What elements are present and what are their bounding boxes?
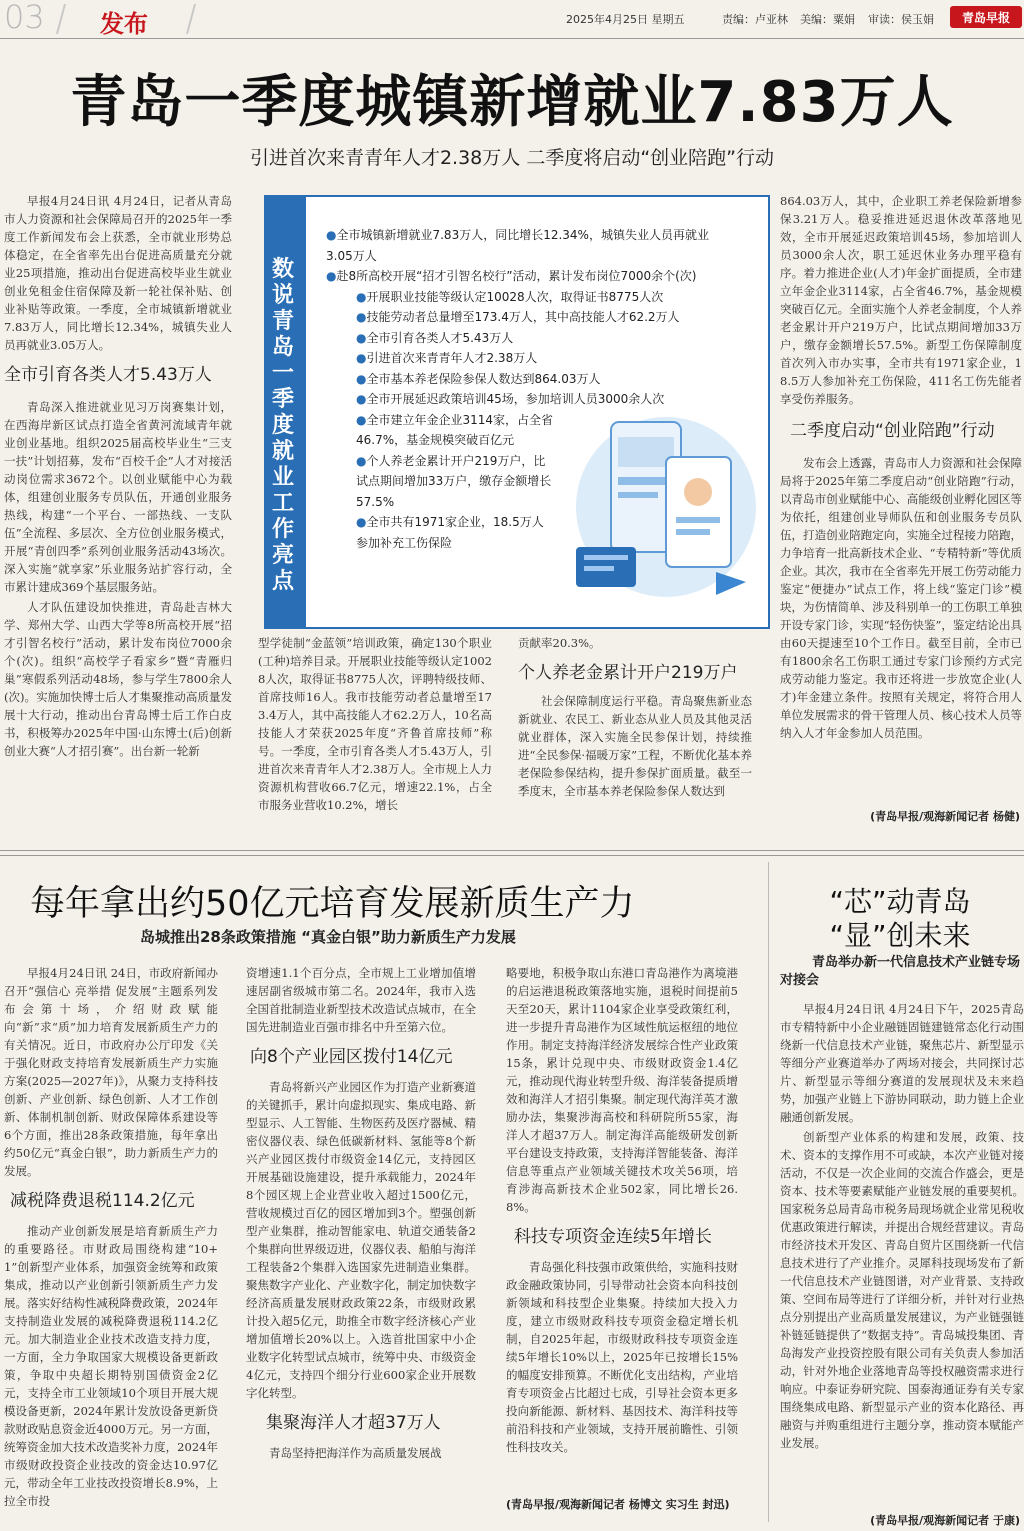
issue-date: 2025年4月25日 星期五 — [566, 13, 685, 26]
article1-col1 — [4, 192, 232, 830]
header-slash-2 — [186, 4, 196, 34]
article2-subhead: 岛城推出28条政策措施 “真金白银”助力新质生产力发展 — [140, 928, 516, 946]
article1-col4-p2: 发布会上透露，青岛市人力资源和社会保障局将于2025年第二季度启动“创业陪跑”行动，以青岛市创业赋能中心、高能级创业孵化园区等为依托，组建创业导师队伍和创业服务专员队伍，打造创业陪跑定向，实施全过程接力陪跑，力争培育一批高新技术企业、“专精特新”等优质企业。其次，我市在全省率先开展工伤劳动能力鉴定“便捷办”试点工作，将上线“鉴定门诊”模块，为伤情简单、涉及科别单一的工伤职工单独开设专家门诊，实现“轻伤快鉴”，鉴定结论出具由60天提速至10个工作日。截至目前，全市已有1800余名工伤职工通过专家门诊预约方式完成劳动能力鉴定。我市还将进一步放宽企业(人才)年金建立条件。按照有关规定，将符合用人单位发展需求的骨干管理人员、核心技术人员等纳入人才年金参加人员范围。 — [780, 456, 1022, 740]
infobox-list — [326, 225, 726, 553]
infobox-item: ●全市共有1971家企业，18.5万人参加补充工伤保险 — [356, 515, 544, 550]
section-divider — [0, 850, 1024, 856]
article2-col2-p1: 资增速1.1个百分点，全市规上工业增加值增速居副省级城市第二名。2024年，我市入选全国首批制造业新型技术改造试点城市，在全国先进制造业百强市排名中升至第六位。 — [246, 966, 476, 1034]
article2-col2 — [246, 964, 476, 1530]
article1-col3-p1: 贡献率20.3%。 — [518, 636, 601, 650]
article2-col2-heading-1: 向8个产业园区拨付14亿元 — [250, 1047, 453, 1067]
article3-col — [780, 1000, 1024, 1508]
page-header — [0, 0, 1024, 40]
article3-p2: 创新型产业体系的构建和发展，政策、技术、资本的支撑作用不可或缺，本次产业链对接活动，不仅是一次企业间的交流合作盛会，更是资本、技术等要素赋能产业链发展的重要契机。国家税务总局青岛市税务局现场就企业常见税收优惠政策进行解读，并提出合规经营建议。青岛市经济技术开发区、青岛自贸片区围绕新一代信息技术进行了产业推介。灵犀科技现场发布了新一代信息技术产业链图谱，对产业背景、支持政策、空间布局等进行了详细分析，并针对行业热点分别提出产业高质量发展建议，为产业链强链补链延链提供了“数据支持”。青岛城投集团、青岛海发产业投资控股有限公司有关负责人参加活动，针对外地企业落地青岛等投权融资需求进行响应。中泰证券研究院、国泰海通证券有关专家围绕集成电路、新型显示产业的资本化路径、再融资与并购重组进行主题分享，推动资本赋能产业发展。 — [780, 1130, 1024, 1450]
article1-col2 — [258, 634, 492, 830]
article1-col1-p3: 人才队伍建设加快推进，青岛赴吉林大学、郑州大学、山西大学等8所高校开展“招才引智名校行”活动，累计发布岗位7000余个(次)。组织“高校学子看家乡”暨“青雁归巢”寒假系列活动48场，参与学生7800余人(次)。实施加快博士后人才集聚推动高质量发展十大行动，推动出台青岛博士后工作白皮书，积极筹办2025年中国·山东博士(后)创新创业大赛“人才招引赛”。出台新一轮新 — [4, 600, 232, 758]
infobox-item: ●全市城镇新增就业7.83万人，同比增长12.34%，城镇失业人员再就业3.05万人 — [326, 228, 709, 263]
article1-byline: (青岛早报/观海新闻记者 杨健) — [870, 810, 1020, 823]
article2-col1-p2: 推动产业创新发展是培育新质生产力的重要路径。市财政局围绕构建“10+1”创新型产业体系，加强资金统筹和政策集成，推动以产业创新引领新质生产力发展。落实好结构性减税降费政策，2024年支持制造业发展的减税降费退税114.2亿元。加大制造业企业技术改造支持力度，一方面，全力争取国家大规模设备更新政策，争取中央超长期特别国债资金2亿元，支持全市工业领域10个项目开展大规模设备更新，2024年累计发放设备更新贷款财政贴息资金近4000万元。另一方面，统筹资金加大技术改造奖补力度，2024年市级财政投资企业技改的资金达10.97亿元，带动全年工业技改投资增长8.9%，上拉全市投 — [4, 1224, 218, 1508]
article3-byline: (青岛早报/观海新闻记者 于康) — [870, 1514, 1020, 1527]
page-number: 03 — [4, 0, 45, 36]
article3-headline-line1: “芯”动青岛 — [829, 885, 971, 918]
article1-col1-p2: 青岛深入推进就业见习万岗赛集计划，在西海岸新区试点打造全省黄河流域青年就业创业基地。组织2025届高校毕业生“三支一扶”计划招募，发布“百校千企”人才对接活动岗位需求3672个。以创业赋能中心为载体，组建创业服务专员队伍，开通创业服务热线，构建“一个平台、一部热线、一支队伍”全流程、多层次、全方位创业服务模式，开展“青创四季”系列创业服务活动43场次。深入实施“就享家”乐业服务站扩容行动，全市累计建成369个基层服务站。 — [4, 400, 232, 594]
logo-badge — [950, 6, 1022, 28]
article2-col1-p1: 早报4月24日讯 24日，市政府新闻办召开“强信心 亮举措 促发展”主题系列发布会第十场，介绍财政赋能向“新”求“质”加力培育发展新质生产力的有关情况。近日，市政府办公厅印发《关于强化财政支持培育发展新质生产力实施方案(2025—2027年)》，从聚力支持科技创新、产业创新、绿色创新、人才工作创新、体制机制创新、财政保障体系建设等6个方面，推出28条政策措施，每年拿出约50亿元“真金白银”，助力新质生产力的发展。 — [4, 966, 218, 1178]
article2-col3-heading: 科技专项资金连续5年增长 — [514, 1227, 712, 1247]
article1-col1-heading: 全市引育各类人才5.43万人 — [4, 365, 212, 385]
article1-headline: 青岛一季度城镇新增就业7.83万人 — [70, 70, 954, 135]
infobox — [264, 195, 770, 629]
infobox-item: ●全市开展延迟政策培训45场，参加培训人员3000余人次 — [356, 392, 665, 406]
article1-col3-p2: 社会保障制度运行平稳。青岛聚焦新业态新就业、农民工、新业态从业人员及其他灵活就业群体，深入实施全民参保计划，持续推进“全民参保·福暖万家”工程，不断优化基本养老保险参保结构，提升参保扩面质量。截至一季度末，全市基本养老保险参保人数达到 — [518, 694, 752, 798]
article1-col2-text: 型学徒制“金蓝领”培训政策，确定130个职业(工种)培养目录。开展职业技能等级认定10028人次，取得证书8775人次，评聘特级技师、首席技师16人。我市技能劳动者总量增至173.4万人，其中高技能人才62.2万人，10名高技能人才荣获2025年度“齐鲁首席技师”称号。一季度，全市引育各类人才5.43万人，引进首次来青青年人才2.38万人。全市规上人力资源机构营收66.7亿元，增速22.1%，占全市服务业营收10.2%，增长 — [258, 636, 492, 812]
article2-headline: 每年拿出约50亿元培育发展新质生产力 — [30, 884, 635, 924]
infobox-item: ●技能劳动者总量增至173.4万人，其中高技能人才62.2万人 — [356, 310, 680, 324]
article2-col3 — [506, 964, 738, 1494]
article2-col2-p3: 青岛坚持把海洋作为高质量发展战 — [269, 1446, 442, 1460]
article2-col2-heading-2: 集聚海洋人才超37万人 — [266, 1413, 441, 1433]
section-name: 发布 — [100, 10, 148, 38]
article3-p1: 早报4月24日讯 4月24日下午，2025青岛市专精特新中小企业融链固链建链常态化行动围绕新一代信息技术产业链，聚焦芯片、新型显示等细分产业赛道举办了两场对接会，共同探讨芯片、新型显示等细分赛道的发展现状及未来趋势，加强产业链上下游协同联动，助力链上企业融通创新发展。 — [780, 1002, 1024, 1124]
article2-col1 — [4, 964, 218, 1530]
article1-col3 — [518, 634, 752, 830]
article1-col1-p1: 早报4月24日讯 4月24日，记者从青岛市人力资源和社会保障局召开的2025年一季度工作新闻发布会上获悉，全市就业形势总体稳定，在全省率先出台促进高质量充分就业25项措施，推动出台促进高校毕业生就业创业免租金住宿保障及新一轮社保补贴、创业补贴等政策。一季度，全市城镇新增就业7.83万人，同比增长12.34%，城镇失业人员再就业3.05万人。 — [4, 194, 232, 352]
header-slash-1 — [56, 4, 66, 34]
article1-col4 — [780, 192, 1022, 804]
logo-text: 青岛早报 — [961, 10, 1010, 25]
infobox-item: ●开展职业技能等级认定10028人次，取得证书8775人次 — [356, 289, 664, 304]
column-rule — [768, 862, 769, 1522]
article2-col2-p2: 青岛将新兴产业园区作为打造产业新赛道的关键抓手，累计向虚拟现实、集成电路、新型显示、人工智能、生物医药及医疗器械、精密仪器仪表、绿色低碳新材料、氢能等8个新兴产业园区拨付市级资金14亿元，支持园区开展基础设施建设，提升承载能力，2024年8个园区规上企业营业收入超过1500亿元，营收规模过百亿的园区增加到3个。塑强创新型产业集群，推动智能家电、轨道交通装备2个集群向世界级迈进，仪器仪表、船舶与海洋工程装备2个集群入选国家先进制造业集群。聚焦数字产业化、产业数字化，制定加快数字经济高质量发展财政政策22条，市级财政累计投入超5亿元，助推全市数字经济核心产业增加值增长20%以上。入选首批国家中小企业数字化转型试点城市，统筹中央、市级资金4亿元，支持四个细分行业600家企业开展数字化转型。 — [246, 1080, 476, 1400]
article3-headline-line2: “显”创未来 — [829, 919, 971, 952]
article2-byline: (青岛早报/观海新闻记者 杨博文 实习生 封迅) — [506, 1498, 730, 1511]
infobox-item: ●全市引育各类人才5.43万人 — [356, 330, 514, 345]
article1-col4-p1: 864.03万人，其中，企业职工养老保险新增参保3.21万人。稳妥推进延迟退休改革落地见效，全市开展延迟政策培训45场，参加培训人员3000余人次，职工延迟休业务办理平稳有序。着力推进企业(人才)年金扩面提质，全市建立年金企业3114家，占全省46.7%，基金规模突破百亿元。全面实施个人养老金制度，个人养老金累计开户219万户，比试点期间增加33万户，缴存金额增长57.5%。新型工伤保障制度首次列入市办实事，全市共有1971家企业，18.5万人参加补充工伤保险，411名工伤先能者享受伤养服务。 — [780, 194, 1022, 406]
infobox-item: ●全市基本养老保险参保人数达到864.03万人 — [356, 371, 601, 386]
infobox-item: ●全市建立年金企业3114家，占全省46.7%，基金规模突破百亿元 — [356, 412, 554, 447]
artist-credit: 美编：粟娟 — [800, 13, 855, 26]
infobox-item: ●引进首次来青青年人才2.38万人 — [356, 351, 538, 365]
article1-col3-heading: 个人养老金累计开户219万户 — [518, 663, 738, 683]
article2-col3-p1: 略要地，积极争取山东港口青岛港作为离境港的启运港退税政策落地实施，退税时间提前5天至20天，累计1104家企业享受政策红利，进一步提升青岛港作为区域性航运枢纽的地位作用。制定支持海洋经济发展综合性产业政策15条，累计兑现中央、市级财政资金1.4亿元，推动现代海业转型升级、海洋装备提质增效和海洋人才招引集聚。制定现代海洋英才激励办法，集聚涉海高校和科研院所55家，海洋人才超37万人。制定海洋高能级研发创新平台建设支持政策，支持海洋智能装备、海洋信息等重点产业领域关键技术攻关56项，培育涉海高新技术企业502家，同比增长26.8%。 — [506, 966, 738, 1214]
article1-col4-heading: 二季度启动“创业陪跑”行动 — [790, 421, 995, 441]
editor-credit: 责编：卢亚林 — [722, 13, 788, 26]
article2-col1-heading: 减税降费退税114.2亿元 — [10, 1191, 195, 1211]
article2-col3-p2: 青岛强化科技强市政策供给，实施科技财政金融政策协同，引导带动社会资本向科技创新领域和科技型企业集聚。持续加大投入力度，建立市级财政科技专项资金稳定增长机制，自2025年起，市级财政科技专项资金连续5年增长10%以上，2025年已按增长15%的幅度安排预算。不断优化支出结构，产业培育专项资金占比超过七成，引导社会资本更多投向新能源、新材料、基因技术、海洋科技等前沿科技和产业领域，支持开展前瞻性、引领性科技攻关。 — [506, 1260, 738, 1454]
infobox-item: ●个人养老金累计开户219万户，比试点期间增加33万户，缴存金额增长57.5% — [356, 453, 552, 509]
article1-subhead: 引进首次来青青年人才2.38万人 二季度将启动“创业陪跑”行动 — [249, 147, 775, 169]
article3-subhead: 青岛举办新一代信息技术产业链专场对接会 — [780, 955, 1021, 988]
infobox-title: 数说青岛一季度就业工作亮点 — [272, 257, 295, 594]
infobox-item: ●赴8所高校开展“招才引智名校行”活动，累计发布岗位7000余个(次) — [326, 269, 697, 283]
header-rule — [0, 38, 1024, 39]
reviewer-credit: 审读：侯玉娟 — [868, 13, 934, 26]
